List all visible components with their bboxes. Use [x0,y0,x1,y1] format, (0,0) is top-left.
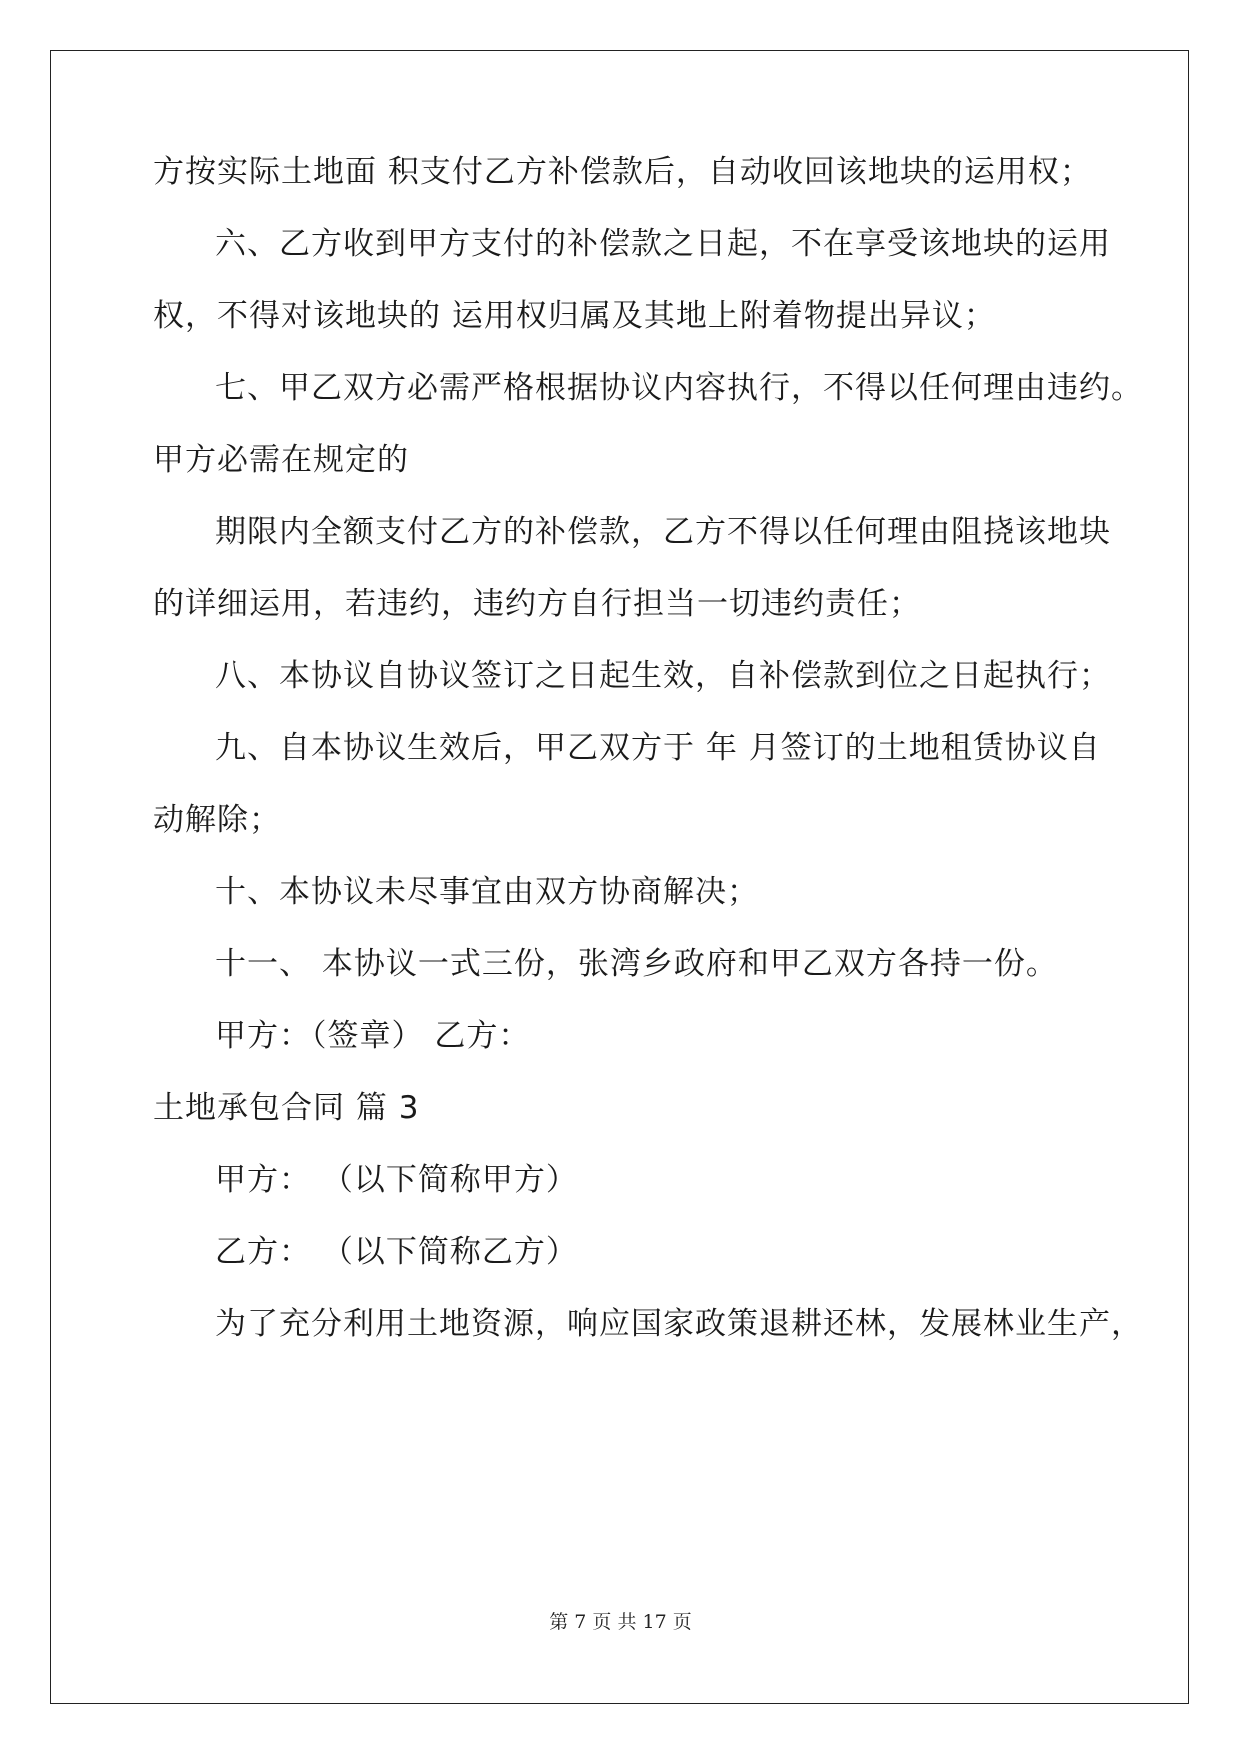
party-a-line: 甲方： （以下简称甲方） [215,1162,578,1198]
text-line-5: 甲方必需在规定的 [153,442,409,478]
signature-line: 甲方：（签章） 乙方： [215,1018,531,1054]
text-line-11: 十、本协议未尽事宜由双方协商解决； [215,874,759,910]
text-line-2: 六、乙方收到甲方支付的补偿款之日起，不在享受该地块的运用 [215,226,1111,262]
text-line-8: 八、本协议自协议签订之日起生效，自补偿款到位之日起执行； [215,658,1111,694]
text-line-3: 权，不得对该地块的 运用权归属及其地上附着物提出异议； [153,298,996,334]
text-line-1: 方按实际土地面 积支付乙方补偿款后，自动收回该地块的运用权； [153,154,1092,190]
page-number-footer: 第 7 页 共 17 页 [549,1611,692,1633]
party-b-line: 乙方： （以下简称乙方） [215,1234,578,1270]
text-line-17: 为了充分利用土地资源，响应国家政策退耕还林，发展林业生产， [215,1306,1143,1342]
text-line-12: 十一、 本协议一式三份，张湾乡政府和甲乙双方各持一份。 [215,946,1058,982]
text-line-4: 七、甲乙双方必需严格根据协议内容执行，不得以任何理由违约。 [215,370,1143,406]
text-line-7: 的详细运用，若违约，违约方自行担当一切违约责任； [153,586,921,622]
text-line-9: 九、自本协议生效后，甲乙双方于 年 月签订的土地租赁协议自 [215,730,1101,766]
section-heading: 土地承包合同 篇 3 [153,1090,420,1126]
text-line-10: 动解除； [153,802,281,838]
text-line-6: 期限内全额支付乙方的补偿款，乙方不得以任何理由阻挠该地块 [215,514,1111,550]
